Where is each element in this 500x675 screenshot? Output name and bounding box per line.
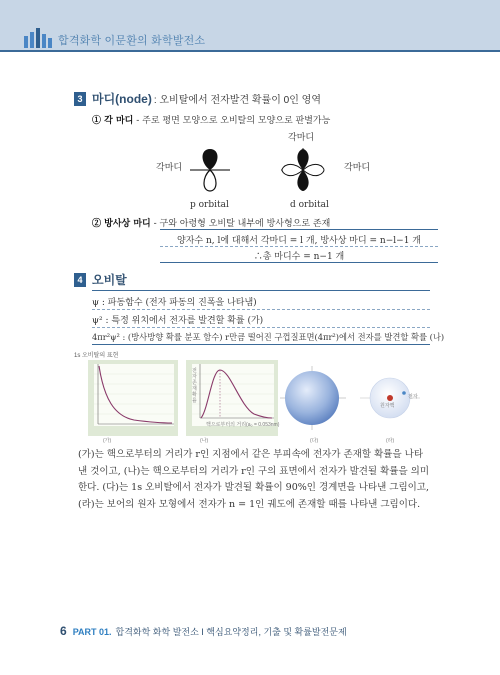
header-title: 합격화학 이문환의 화학발전소 xyxy=(58,35,206,47)
panel-b-ylabel: 전자 존재 확률 xyxy=(192,368,197,404)
psi-divider-1 xyxy=(92,309,430,310)
radial-node-desc: - 구와 아령형 오비탈 내부에 방사형으로 존재 xyxy=(150,219,331,229)
section-3-badge: 3 xyxy=(74,92,86,106)
psi-line: ψ : 파동함수 (전자 파동의 진폭을 나타냄) xyxy=(92,298,257,308)
panel-a-label: (가) xyxy=(103,438,112,444)
psi-bottom-rule xyxy=(92,344,430,345)
d-orbital-label: d orbital xyxy=(290,200,329,210)
p-orbital-label: p orbital xyxy=(190,200,229,210)
radial-node-title: ② 방사상 마디 xyxy=(92,219,151,229)
angular-node-line xyxy=(92,113,330,126)
d-angular-node-right-label: 각마디 xyxy=(344,163,371,173)
figure-caption: 1s 오비탈의 표현 xyxy=(74,353,119,359)
angular-node-title: ① 각 마디 xyxy=(92,116,134,126)
radial-node-line xyxy=(92,216,330,229)
panel-d-label: (라) xyxy=(386,438,395,444)
radial-distribution-line: 4πr²ψ² : (방사방향 확률 분포 함수) r만큼 떨어진 구껍질표면(4πr²)에서 전자를 발견할 확률 (나) xyxy=(92,332,445,342)
page-header xyxy=(0,0,500,60)
panel-b-xlabel: 핵으로부터의 거리(a₀ = 0.053nm) xyxy=(206,422,280,428)
orbital-explanation: (가)는 핵으로부터의 거리가 r인 지점에서 같은 부피속에 전자가 존재할 확률을 나타낸 것이고, (나)는 핵으로부터의 거리가 r인 구의 표면에서 전자가 발견될 확률을 의미한다. (다)는 1s 오비탈에서 전자가 발견될 확률이 90%인 경계면을 나타낸 그림이고, (라)는 보어의 원자 모형에서 전자가 n = 1인 궤도에 존재할 때를 나타낸 그림이다. xyxy=(78,449,430,510)
section-3-heading xyxy=(74,90,321,107)
d-angular-node-top-label: 각마디 xyxy=(288,133,315,143)
panel-c-label: (다) xyxy=(310,438,319,444)
node-formula: 양자수 n, l에 대해서 각마디 = l 개, 방사상 마디 = n−l−1 개 xyxy=(177,236,421,246)
section-3-title: 마디(node) xyxy=(92,92,152,106)
formula-bottom-rule xyxy=(160,262,438,263)
header-rule xyxy=(0,50,500,52)
panel-b-label: (나) xyxy=(200,438,209,444)
footer-text: 합격화학 화학 발전소 I 핵심요약정리, 기출 및 확률발전문제 xyxy=(115,627,347,637)
section-3-desc: : 오비탈에서 전자발견 확률이 0인 영역 xyxy=(153,95,321,106)
total-node-formula: ∴총 마디수 = n−1 개 xyxy=(253,252,345,262)
psi-squared-line: ψ² : 특정 위치에서 전자를 발견할 확률 (가) xyxy=(92,316,264,326)
p-orbital-icon xyxy=(190,145,230,195)
footer-part: PART 01. xyxy=(72,627,112,637)
page-number: 6 xyxy=(60,624,67,638)
section-4-heading xyxy=(74,271,127,288)
section-4-title: 오비탈 xyxy=(92,273,127,287)
page-footer xyxy=(60,624,347,638)
formula-divider xyxy=(160,246,438,247)
p-angular-node-label: 각마디 xyxy=(156,163,183,173)
psi-divider-2 xyxy=(92,327,430,328)
angular-node-desc: - 주로 평면 모양으로 오비탈의 모양으로 판별가능 xyxy=(133,116,331,126)
electron-label: 전자 xyxy=(408,394,418,400)
psi-top-rule xyxy=(92,290,430,291)
d-orbital-icon xyxy=(278,145,328,195)
book-logo-icon xyxy=(22,28,54,48)
nucleus-label: 원자핵 xyxy=(380,403,395,409)
section-4-badge: 4 xyxy=(74,273,86,287)
formula-top-rule xyxy=(160,229,438,230)
